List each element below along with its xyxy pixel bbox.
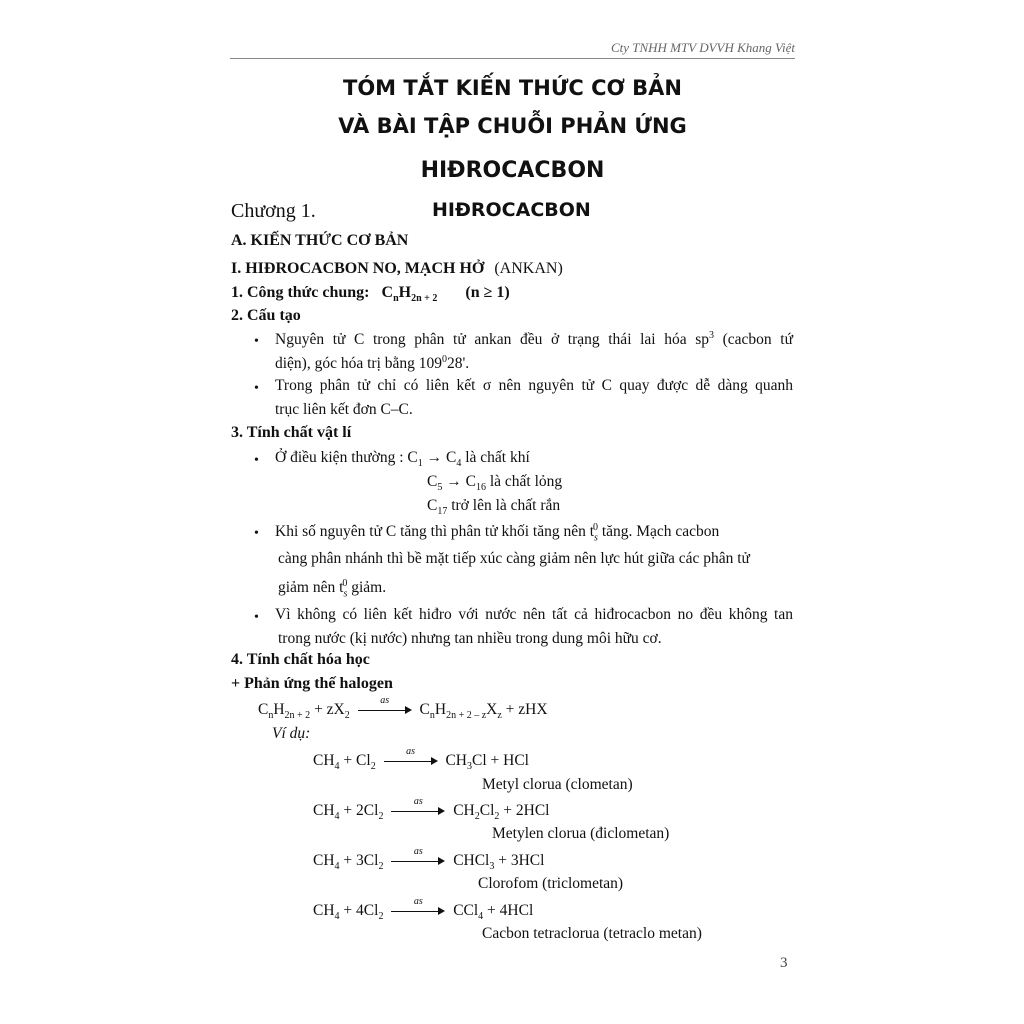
reaction-arrow: as bbox=[391, 804, 445, 818]
bullet-4-line-2: càng phân nhánh thì bề mặt tiếp xúc càng giảm nên lực hút giữa các phân tử bbox=[278, 550, 750, 567]
item-1-label: 1. Công thức chung: bbox=[231, 284, 370, 301]
bullet-5-line-1: Vì không có liên kết hiđro với nước nên tất cả hiđrocacbon no đều không tan bbox=[275, 606, 793, 623]
example-label: Ví dụ: bbox=[272, 725, 311, 742]
page-title-line-3: HIĐROCACBON bbox=[420, 158, 605, 183]
item-4-heading: 4. Tính chất hóa học bbox=[231, 651, 370, 668]
reaction-1: $CH_4 + Cl_2$ as $CH_3Cl$ + HCl bbox=[313, 746, 529, 773]
reaction-2: $CH_4 + 2Cl_2$ as $CH_2Cl_2 + 2HCl$ bbox=[313, 796, 550, 823]
bullet-3-line-2: $C_5 \to C_{16}$ là chất lỏng bbox=[427, 473, 563, 494]
reaction-1-name: Metyl clorua (clometan) bbox=[482, 776, 633, 793]
chapter-label: Chương 1. bbox=[231, 200, 316, 222]
section-i-paren: (ANKAN) bbox=[494, 260, 563, 277]
item-3-heading: 3. Tính chất vật lí bbox=[231, 424, 352, 441]
bullet-4-line-1: Khi số nguyên tử C tăng thì phân tử khối tăng nên $t_s^0$ tăng. Mạch cacbon bbox=[275, 522, 720, 544]
reaction-arrow: as bbox=[384, 754, 438, 768]
reaction-4: $CH_4 + 4Cl_2$ as CCl$_4$ + 4HCl bbox=[313, 896, 534, 923]
bullet-dot: • bbox=[254, 526, 259, 541]
section-i-text: I. HIĐROCACBON NO, MẠCH HỞ bbox=[231, 260, 485, 277]
bullet-1-line-2: diện), góc hóa trị bằng $109^028'$. bbox=[275, 354, 470, 373]
item-1-condition: (n ≥ 1) bbox=[465, 284, 510, 301]
section-i-heading bbox=[231, 260, 563, 278]
reaction-arrow: as bbox=[358, 703, 412, 717]
header-rule bbox=[230, 58, 795, 59]
item-1-heading bbox=[231, 284, 510, 304]
substitution-heading: + Phản ứng thế halogen bbox=[231, 675, 393, 692]
bullet-3-line-3: $C_{17}$ trở lên là chất rắn bbox=[427, 497, 561, 518]
item-2-heading: 2. Cấu tạo bbox=[231, 307, 301, 324]
running-header: Cty TNHH MTV DVVH Khang Việt bbox=[610, 40, 795, 55]
bullet-dot: • bbox=[254, 610, 259, 625]
page-title-line-2: VÀ BÀI TẬP CHUỖI PHẢN ỨNG bbox=[338, 114, 687, 138]
reaction-2-name: Metylen clorua (điclometan) bbox=[492, 825, 670, 842]
bullet-3-line-1: Ở điều kiện thường : $C_1 \to C_4$ là chất khí bbox=[275, 449, 530, 470]
page-title-line-1: TÓM TẮT KIẾN THỨC CƠ BẢN bbox=[343, 76, 682, 100]
bullet-5-line-2: trong nước (kị nước) nhưng tan nhiều trong dung môi hữu cơ. bbox=[278, 630, 662, 647]
bullet-dot: • bbox=[254, 334, 259, 349]
bullet-2-line-2: trục liên kết đơn C–C. bbox=[275, 401, 413, 418]
bullet-1-line-1: Nguyên tử C trong phân tử ankan đều ở trạng thái lai hóa $sp^3$ (cacbon tứ bbox=[275, 330, 793, 349]
reaction-4-name: Cacbon tetraclorua (tetraclo metan) bbox=[482, 925, 702, 942]
page-number: 3 bbox=[780, 955, 788, 971]
bullet-4-line-3: giảm nên $t_s^0$ giảm. bbox=[278, 578, 387, 600]
general-equation: $C_nH_{2n + 2} + zX_2$ as $C_nH_{2n + 2 - z}X_z$ + zHX bbox=[258, 695, 548, 722]
reaction-3-name: Clorofom (triclometan) bbox=[478, 875, 624, 892]
section-a-heading: A. KIẾN THỨC CƠ BẢN bbox=[231, 232, 409, 249]
reaction-arrow: as bbox=[391, 904, 445, 918]
bullet-2-line-1: Trong phân tử chỉ có liên kết σ nên nguyên tử C quay được dễ dàng quanh bbox=[275, 377, 793, 394]
chapter-title: HIĐROCACBON bbox=[432, 199, 591, 221]
bullet-dot: • bbox=[254, 381, 259, 396]
reaction-arrow: as bbox=[391, 854, 445, 868]
general-formula: $C_nH_{2n + 2}$ bbox=[381, 284, 438, 305]
bullet-dot: • bbox=[254, 453, 259, 468]
reaction-3: $CH_4 + 3Cl_2$ as CHCl$_3$ + 3HCl bbox=[313, 846, 545, 873]
